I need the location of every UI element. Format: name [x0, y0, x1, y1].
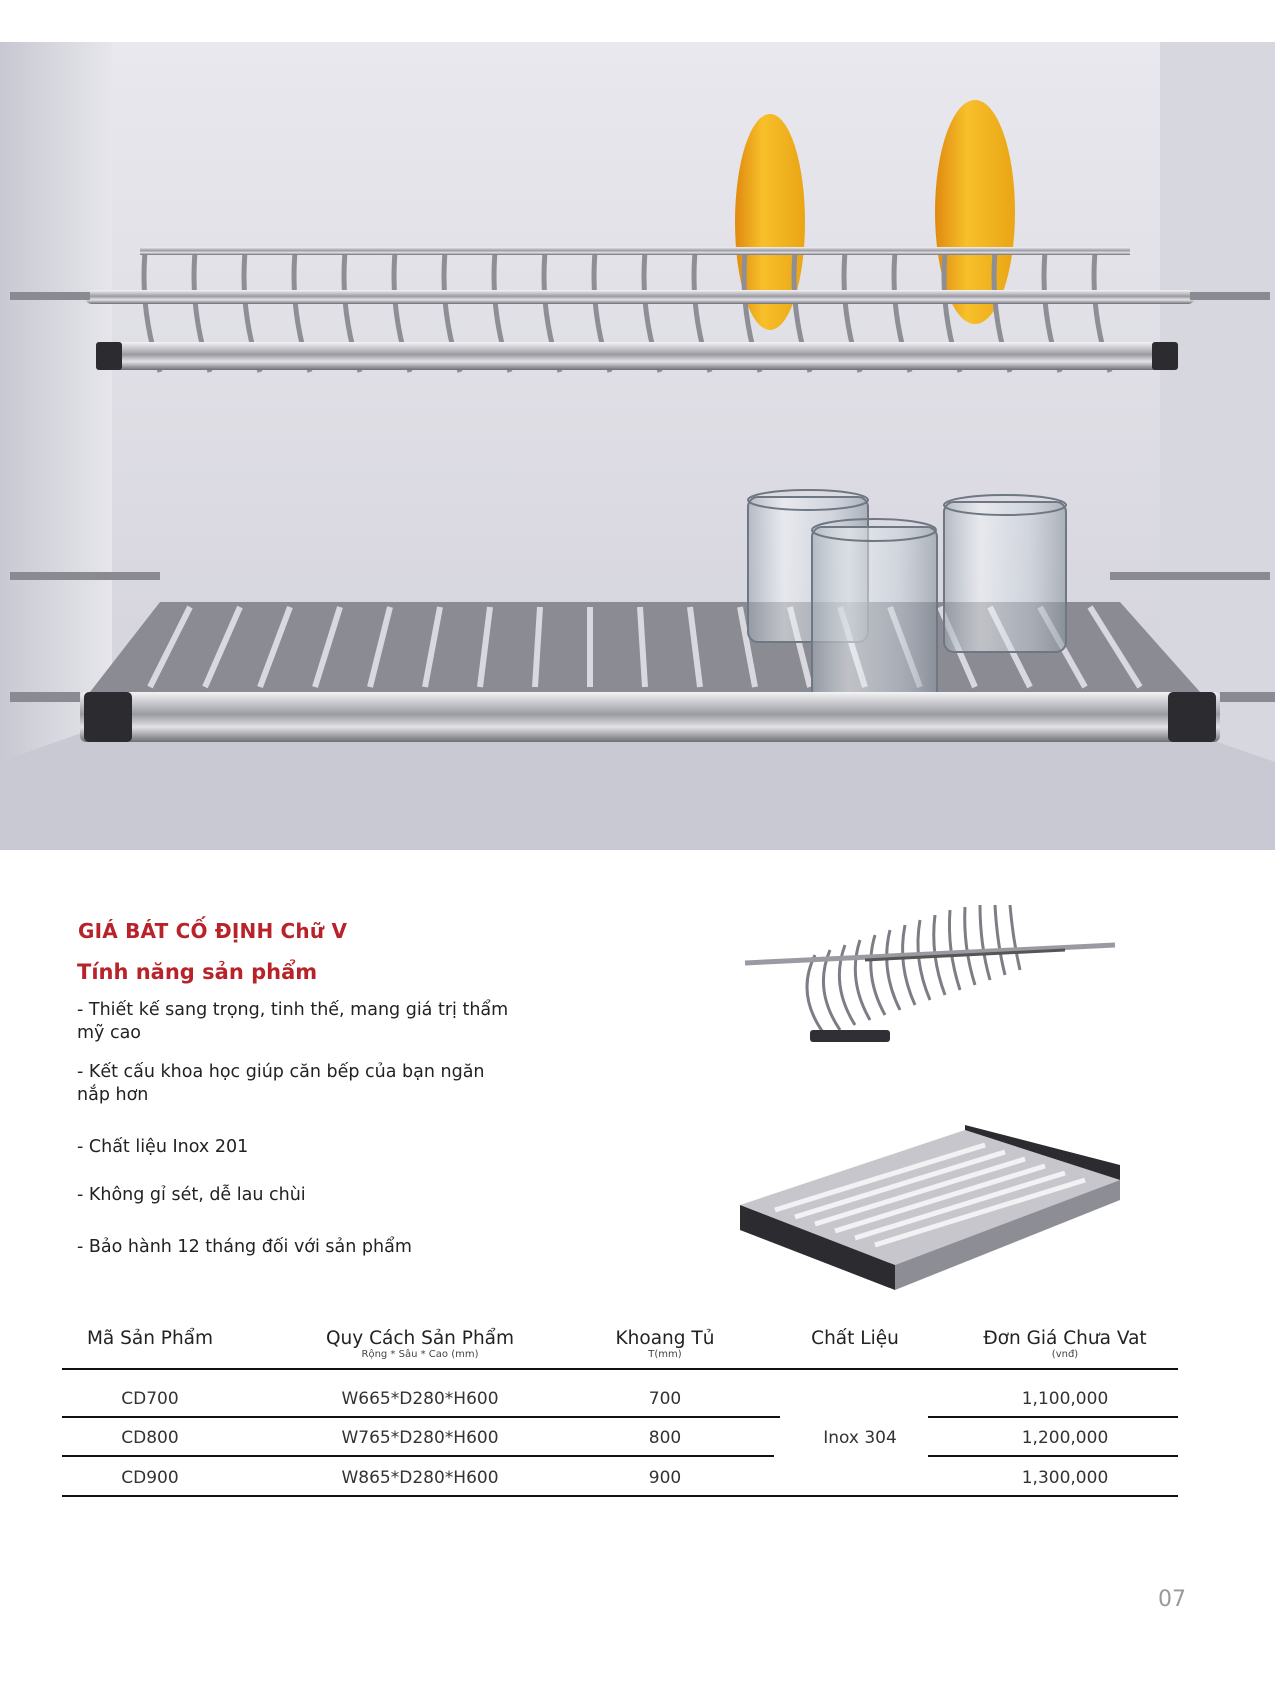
- tray-product-image: [735, 1125, 1125, 1295]
- product-title: GIÁ BÁT CỐ ĐỊNH Chữ V: [78, 919, 348, 943]
- hero-photo: [0, 42, 1275, 850]
- feature-item: - Thiết kế sang trọng, tinh thế, mang giá trị thẩm mỹ cao: [77, 1000, 509, 1043]
- col-header-price: [950, 1328, 1180, 1360]
- row-divider: [928, 1416, 1178, 1418]
- cell-cabinet: 900: [648, 1468, 682, 1488]
- col-header-material: [775, 1328, 935, 1349]
- row-divider: [62, 1455, 774, 1457]
- cell-code: CD800: [121, 1428, 179, 1448]
- features-heading: Tính năng sản phẩm: [77, 960, 318, 984]
- table-header-divider: [62, 1368, 1178, 1370]
- table-bottom-border: [62, 1495, 1178, 1497]
- feature-item: - Không gỉ sét, dễ lau chùi: [77, 1185, 306, 1205]
- col-header-code: [60, 1328, 240, 1349]
- col-header-spec-sub: Rộng * Sâu * Cao (mm): [361, 1349, 479, 1360]
- drip-tray-illustration: [735, 1125, 1125, 1295]
- col-header-cabinet-sub: T(mm): [648, 1349, 682, 1360]
- v-rack-product-image: [735, 895, 1125, 1055]
- col-header-price-label: Đơn Giá Chưa Vat: [983, 1328, 1147, 1349]
- col-header-cabinet: [585, 1328, 745, 1360]
- cell-price: 1,200,000: [1021, 1428, 1109, 1448]
- cell-price: 1,300,000: [1021, 1468, 1109, 1488]
- col-header-cabinet-label: Khoang Tủ: [615, 1328, 715, 1349]
- feature-item: - Chất liệu Inox 201: [77, 1137, 249, 1157]
- row-divider: [928, 1455, 1178, 1457]
- col-header-price-sub: (vnđ): [1051, 1349, 1079, 1360]
- cell-cabinet: 800: [648, 1428, 682, 1448]
- col-header-code-label: Mã Sản Phẩm: [86, 1328, 214, 1349]
- cell-price: 1,100,000: [1021, 1389, 1109, 1409]
- col-header-spec: [300, 1328, 540, 1360]
- cell-code: CD700: [121, 1389, 179, 1409]
- feature-item: - Bảo hành 12 tháng đối với sản phẩm: [77, 1237, 412, 1257]
- v-rack-illustration: [735, 895, 1125, 1055]
- feature-item: - Kết cấu khoa học giúp căn bếp của bạn ngăn nắp hơn: [77, 1062, 485, 1105]
- cell-spec: W665*D280*H600: [341, 1389, 499, 1409]
- row-divider: [62, 1416, 780, 1418]
- cell-cabinet: 700: [648, 1389, 682, 1409]
- cell-spec: W865*D280*H600: [341, 1468, 499, 1488]
- page-number: 07: [1158, 1587, 1186, 1612]
- col-header-spec-label: Quy Cách Sản Phẩm: [325, 1328, 515, 1349]
- cell-spec: W765*D280*H600: [341, 1428, 499, 1448]
- col-header-material-label: Chất Liệu: [811, 1328, 899, 1349]
- cell-code: CD900: [121, 1468, 179, 1488]
- dish-rack-photo-illustration: [0, 42, 1275, 850]
- cell-material: Inox 304: [823, 1428, 897, 1448]
